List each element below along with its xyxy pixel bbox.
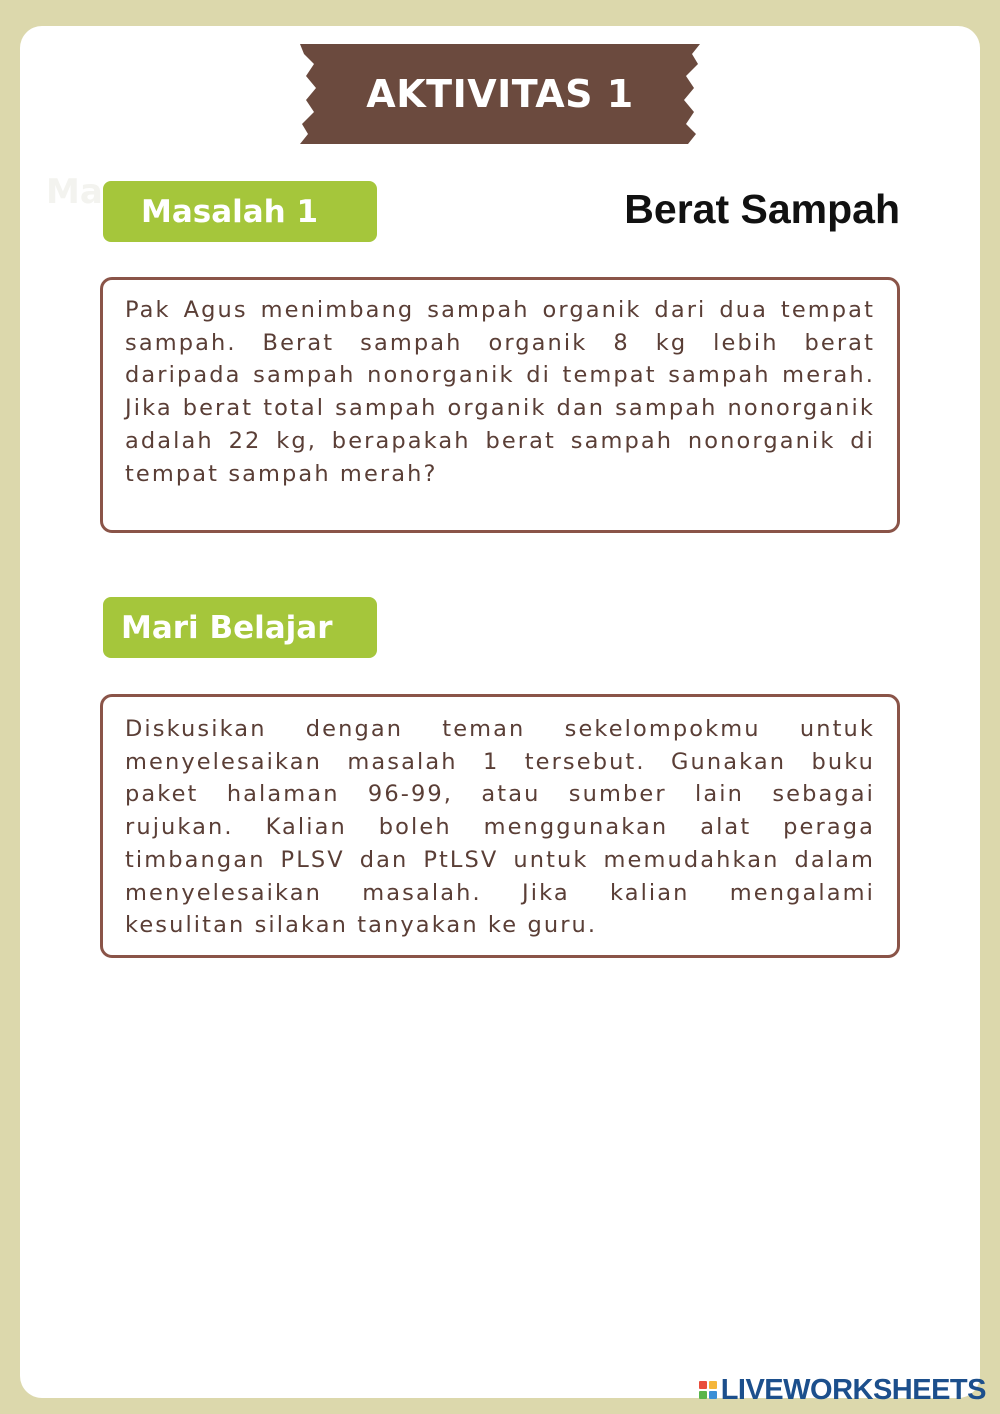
- faded-text: Ma: [46, 172, 103, 212]
- problem-tag: [103, 181, 377, 242]
- banner-title: AKTIVITAS 1: [366, 72, 634, 116]
- learn-tag: [103, 597, 377, 658]
- problem-text-box: [100, 277, 900, 533]
- footer-brand-text: LIVEWORKSHEETS: [720, 1373, 986, 1406]
- problem-tag-label: Masalah 1: [141, 193, 319, 230]
- liveworksheets-logo-icon: [699, 1381, 717, 1399]
- footer-brand[interactable]: [699, 1374, 986, 1406]
- learn-text: Diskusikan dengan teman sekelompokmu untuk menyelesaikan masalah 1 tersebut. Gunakan buku paket halaman 96-99, atau sumber lain sebagai rujukan. Kalian boleh menggunakan alat peraga timbangan PLSV dan PtLSV untuk memudahkan dalam menyelesaikan masalah. Jika kalian mengalami kesulitan silakan tanyakan ke guru.: [125, 716, 875, 939]
- learn-tag-label: Mari Belajar: [121, 609, 333, 646]
- learn-text-box: [100, 694, 900, 958]
- activity-banner: [300, 44, 700, 144]
- problem-text: Pak Agus menimbang sampah organik dari dua tempat sampah. Berat sampah organik 8 kg lebih berat daripada sampah nonorganik di tempat sampah merah. Jika berat total sampah organik dan sampah nonorganik adalah 22 kg, berapakah berat sampah nonorganik di tempat sampah merah?: [125, 297, 875, 487]
- problem-topic-title: Berat Sampah: [624, 186, 900, 232]
